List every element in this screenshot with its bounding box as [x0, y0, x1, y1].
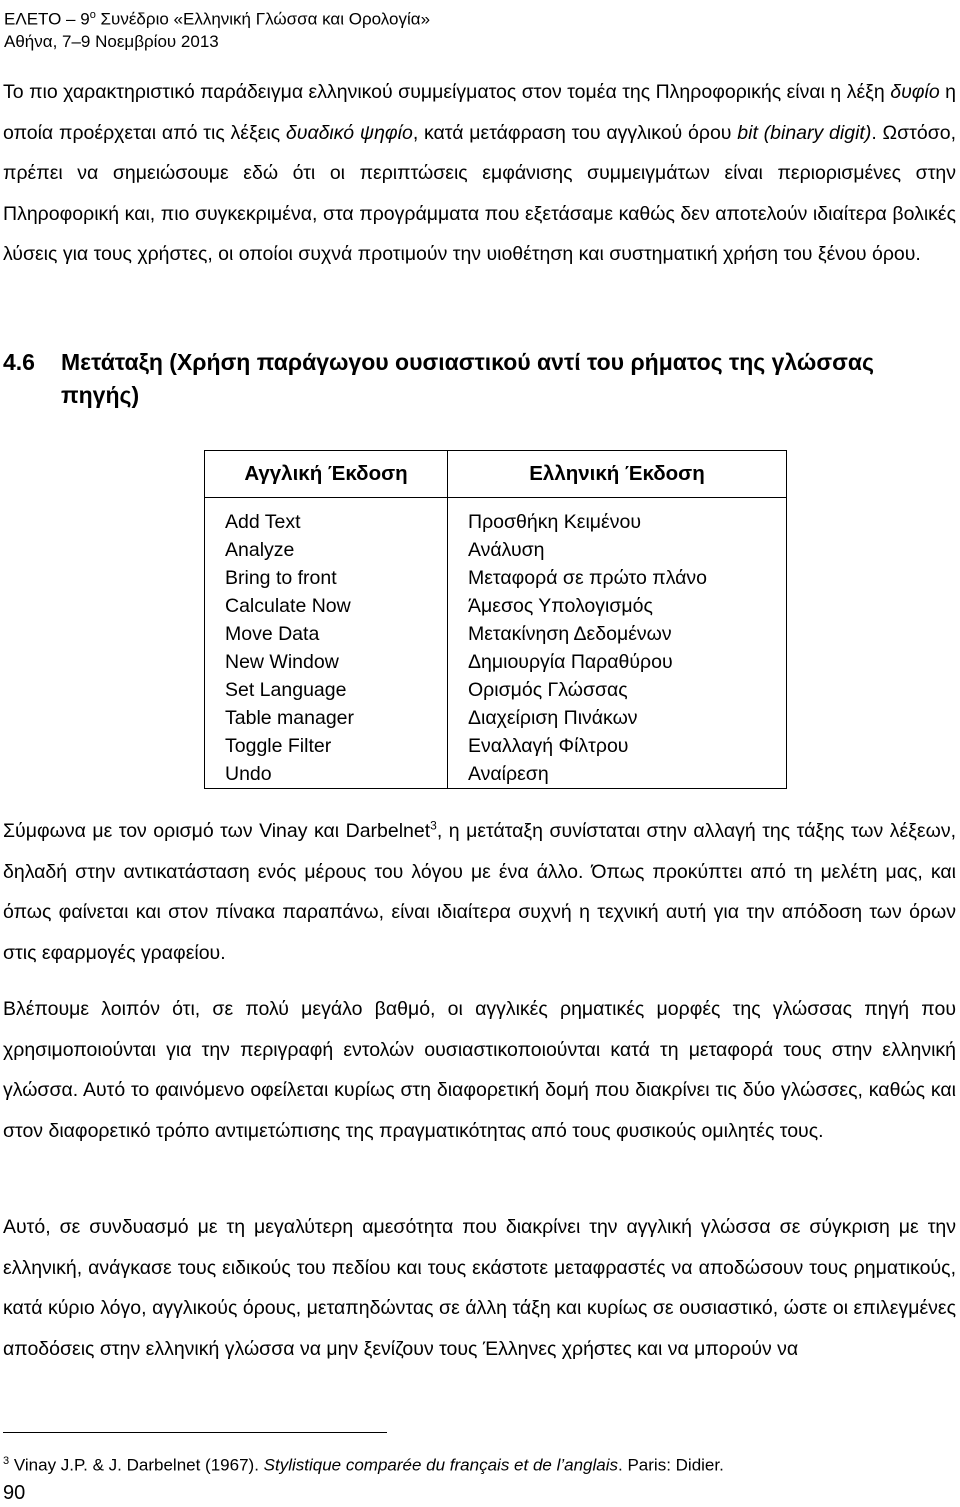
english-term: Undo	[205, 760, 448, 789]
table-row	[205, 648, 787, 676]
footnote: $^3$ Vinay J.P. & J. Darbelnet (1967). Stylistique comparée du français et de l’anglais. Paris: Didier.	[3, 1455, 724, 1475]
table-header-row	[205, 451, 787, 498]
section-title: Μετάταξη (Χρήση παράγωγου ουσιαστικού αντί του ρήματος της γλώσσας πηγής)	[61, 349, 874, 408]
table-row	[205, 498, 787, 537]
section-number: 4.6	[3, 349, 35, 375]
english-term: Add Text	[205, 498, 448, 537]
page-number: 90	[3, 1482, 26, 1504]
greek-term: Προσθήκη Κειμένου	[448, 498, 787, 537]
paragraph-directness: Αυτό, σε συνδυασμό με τη μεγαλύτερη αμεσότητα που διακρίνει την αγγλική γλώσσα σε σύγκριση με την ελληνική, ανάγκασε τους ειδικούς του πεδίου και τους εκάστοτε μεταφραστές να αποδώσουν τους ρηματικούς, κατά κύριο λόγο, αγγλικούς όρους, μεταπηδώντας σε άλλη τάξη και κυρίως σε ουσιαστικό, ώστε οι επιλεγμένες αποδόσεις στην ελληνική γλώσσα να μην ξενίζουν τους Έλληνες χρήστες και να μπορούν να	[3, 1216, 956, 1360]
english-term: Calculate Now	[205, 592, 448, 620]
table-row	[205, 732, 787, 760]
table-row	[205, 536, 787, 564]
footnote-separator	[3, 1432, 387, 1433]
table-row	[205, 620, 787, 648]
greek-term: Διαχείριση Πινάκων	[448, 704, 787, 732]
column-header-greek: Ελληνική Έκδοση	[448, 451, 787, 498]
greek-term: Αναίρεση	[448, 760, 787, 789]
table-row	[205, 760, 787, 789]
english-term: Toggle Filter	[205, 732, 448, 760]
english-term: Set Language	[205, 676, 448, 704]
paragraph-blending-example: Το πιο χαρακτηριστικό παράδειγμα ελληνικού συμμείγματος στον τομέα της Πληροφορικής είναι η λέξη δυφίο η οποία προέρχεται από τις λέξεις δυαδικό ψηφίο, κατά μετάφραση του αγγλικού όρου bit (binary digit). Ωστόσο, πρέπει να σημειώσουμε εδώ ότι οι περιπτώσεις εμφάνισης συμμειγμάτων είναι περιορισμένες στην Πληροφορική και, πιο συγκεκριμένα, στα προγράμματα που εξετάσαμε καθώς δεν αποτελούν ιδιαίτερα βολικές λύσεις για τους χρήστες, οι οποίοι συχνά προτιμούν την υιοθέτηση και συστηματική χρήση του ξένου όρου.	[3, 81, 957, 265]
english-term: Table manager	[205, 704, 448, 732]
table-row	[205, 564, 787, 592]
english-term: New Window	[205, 648, 448, 676]
greek-term: Ορισμός Γλώσσας	[448, 676, 787, 704]
terms-table	[204, 450, 787, 789]
footnote-reference: 3	[430, 818, 437, 833]
english-term: Bring to front	[205, 564, 448, 592]
greek-term: Δημιουργία Παραθύρου	[448, 648, 787, 676]
paragraph-transposition-definition: Σύμφωνα με τον ορισμό των Vinay και Darbelnet$^3$, η μετάταξη συνίσταται στην αλλαγή της τάξης των λέξεων, δηλαδή στην αντικατάσταση ενός μέρους του λόγου με ένα άλλο. Όπως προκύπτει από τη μελέτη μας, και όπως φαίνεται και στον πίνακα παραπάνω, είναι ιδιαίτερα συχνή η τεχνική αυτή για την απόδοση των όρων στις εφαρμογές γραφείου.	[3, 818, 956, 964]
section-heading	[3, 346, 943, 412]
greek-term: Άμεσος Υπολογισμός	[448, 592, 787, 620]
greek-term: Ανάλυση	[448, 536, 787, 564]
header-conference-date: Αθήνα, 7–9 Νοεμβρίου 2013	[4, 31, 219, 51]
paragraph-verb-nominalization: Βλέπουμε λοιπόν ότι, σε πολύ μεγάλο βαθμό, οι αγγλικές ρηματικές μορφές της γλώσσας πηγή που χρησιμοποιούνται για την περιγραφή εντολών ουσιαστικοποιούνται κατά τη μεταφορά τους στην ελληνική γλώσσα. Αυτό το φαινόμενο οφείλεται κυρίως στη διαφορετική δομή που διακρίνει τις δύο γλώσσες, καθώς και στον διαφορετικό τρόπο αντιμετώπισης της πραγματικότητας από τους φυσικούς ομιλητές τους.	[3, 998, 956, 1142]
english-term: Analyze	[205, 536, 448, 564]
english-term: Move Data	[205, 620, 448, 648]
column-header-english: Αγγλική Έκδοση	[205, 451, 448, 498]
table-row	[205, 704, 787, 732]
running-header	[4, 4, 430, 53]
table-row	[205, 592, 787, 620]
table-row	[205, 676, 787, 704]
greek-term: Μετακίνηση Δεδομένων	[448, 620, 787, 648]
header-conference-title: ΕΛΕΤΟ – $9^o$ Συνέδριο «Ελληνική Γλώσσα και Ορολογία»	[4, 9, 431, 29]
greek-term: Μεταφορά σε πρώτο πλάνο	[448, 564, 787, 592]
greek-term: Εναλλαγή Φίλτρου	[448, 732, 787, 760]
